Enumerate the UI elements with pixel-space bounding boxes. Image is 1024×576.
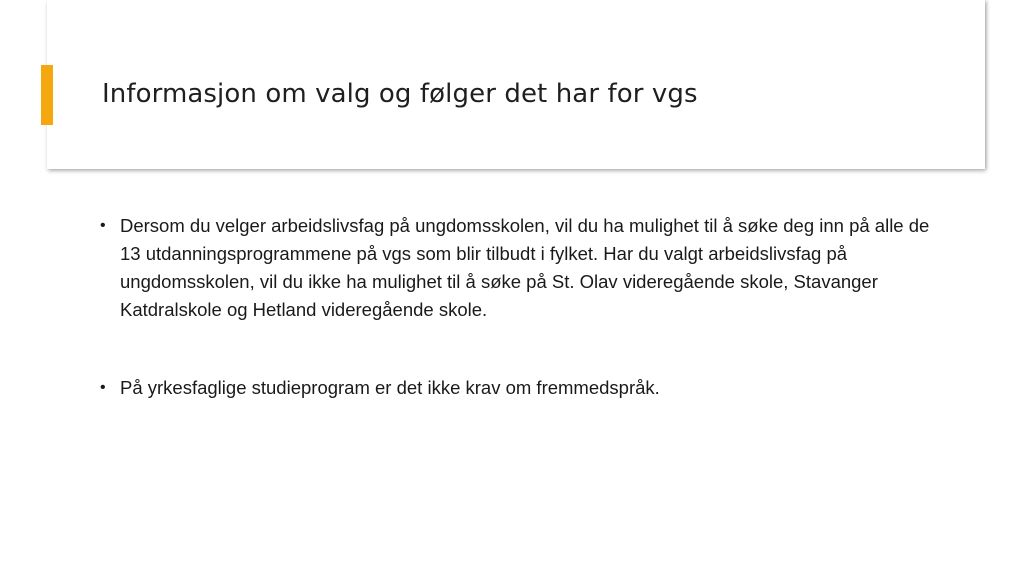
bullet-list bbox=[100, 212, 930, 402]
bullet-text: På yrkesfaglige studieprogram er det ikke krav om fremmedspråk. bbox=[120, 377, 660, 398]
bullet-item bbox=[100, 212, 930, 324]
slide-title: Informasjon om valg og følger det har for vgs bbox=[102, 79, 698, 109]
bullet-marker: • bbox=[100, 379, 106, 396]
bullet-marker: • bbox=[100, 217, 106, 234]
title-accent-bar bbox=[41, 65, 53, 125]
bullet-item bbox=[100, 374, 930, 402]
bullet-text: Dersom du velger arbeidslivsfag på ungdomsskolen, vil du ha mulighet til å søke deg inn på alle de 13 utdanningsprogrammene på vgs som blir tilbudt i fylket. Har du valgt arbeidslivsfag på ungdomsskolen, vil du ikke ha mulighet til å søke på St. Olav videregående skole, Stavanger Katdralskole og Hetland videregående skole. bbox=[120, 215, 930, 320]
